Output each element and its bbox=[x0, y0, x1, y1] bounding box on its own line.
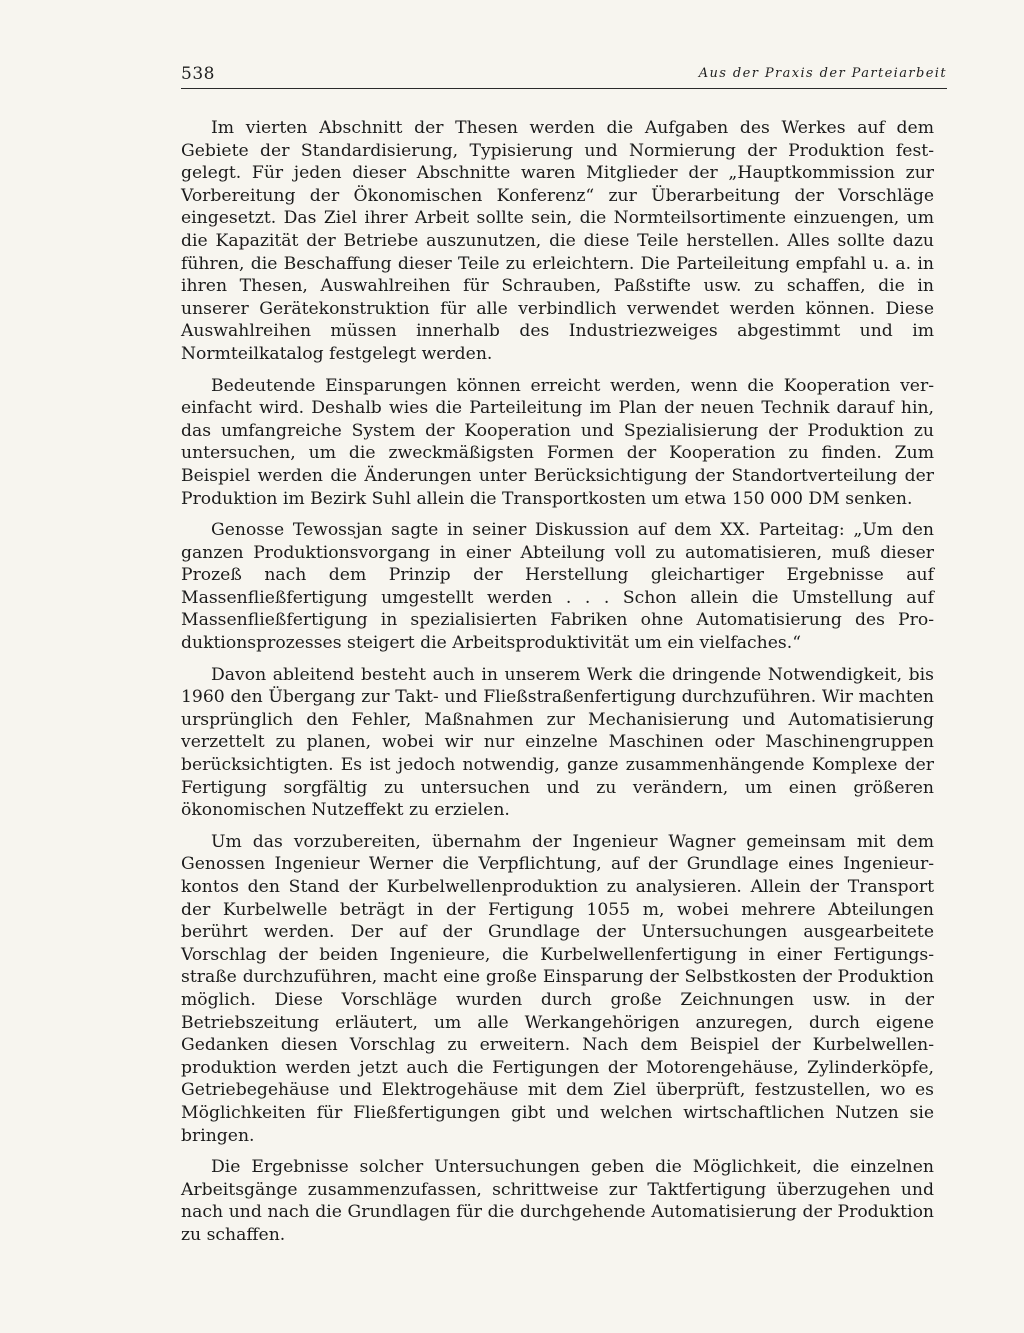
paragraph: Bedeutende Einsparungen können erreicht werden, wenn die Kooperation vereinfacht wird. Deshalb wies die Parteileitung im Plan der neuen Technik darauf hin, das umfangreiche System der Kooperation und Spezialisierung der Produktion zu untersuchen, um die zweckmäßigsten Formen der Kooperation zu finden. Zum Beispiel werden die Änderungen unter Berücksichtigung der Standortverteilung der Produktion im Bezirk Suhl allein die Transportkosten um etwa 150 000 DM senken. bbox=[181, 375, 934, 509]
body-text bbox=[181, 117, 934, 1256]
running-head: Aus der Praxis der Parteiarbeit bbox=[698, 66, 947, 81]
paragraph: Die Ergebnisse solcher Untersuchungen geben die Möglichkeit, die einzelnen Arbeitsgänge zusammenzufassen, schrittweise zur Taktfertigung überzugehen und nach und nach die Grundlagen für die durchgehende Automatisierung der Produktion zu schaffen. bbox=[181, 1157, 934, 1245]
paragraph: Genosse Tewossjan sagte in seiner Diskussion auf dem XX. Parteitag: „Um den ganzen Produktionsvorgang in einer Abteilung voll zu automatisieren, muß dieser Prozeß nach dem Prinzip der Herstellung gleichartiger Ergebnisse auf Massenfließfertigung umgestellt werden . . . Schon allein die Umstellung auf Massenfließfertigung in spezialisierten Fabriken ohne Automatisierung des Produktionsprozesses steigert die Arbeitsproduktivität um ein vielfaches.“ bbox=[181, 520, 934, 654]
page-number: 538 bbox=[181, 64, 215, 84]
page-header bbox=[181, 64, 947, 89]
paragraph: Im vierten Abschnitt der Thesen werden die Aufgaben des Werkes auf dem Gebiete der Standardisierung, Typisierung und Normierung der Produktion festgelegt. Für jeden dieser Abschnitte waren Mitglieder der „Hauptkommission zur Vorbereitung der Ökonomischen Konferenz“ zur Überarbeitung der Vorschläge eingesetzt. Das Ziel ihrer Arbeit sollte sein, die Normteilsortimente einzuengen, um die Kapazität der Betriebe auszunutzen, die diese Teile herstellen. Alles sollte dazu führen, die Beschaffung dieser Teile zu erleichtern. Die Parteileitung empfahl u. a. in ihren Thesen, Auswahlreihen für Schrauben, Paßstifte usw. zu schaffen, die in unserer Gerätekonstruktion für alle verbindlich verwendet werden können. Diese Auswahlreihen müssen innerhalb des Industriezweiges abgestimmt und im Normteilkatalog festgelegt werden. bbox=[181, 118, 934, 364]
paragraph: Davon ableitend besteht auch in unserem Werk die dringende Notwendigkeit, bis 1960 den Übergang zur Takt- und Fließstraßenfertigung durchzuführen. Wir machten ursprünglich den Fehler, Maßnahmen zur Mechanisierung und Automatisierung verzettelt zu planen, wobei wir nur einzelne Maschinen oder Maschinengruppen berücksichtigten. Es ist jedoch notwendig, ganze zusammenhängende Komplexe der Fertigung sorgfältig zu untersuchen und zu verändern, um einen größeren ökonomischen Nutzeffekt zu erzielen. bbox=[181, 664, 934, 821]
paragraph: Um das vorzubereiten, übernahm der Ingenieur Wagner gemeinsam mit dem Genossen Ingenieur Werner die Verpflichtung, auf der Grundlage eines Ingenieurkontos den Stand der Kurbelwellenproduktion zu analysieren. Allein der Transport der Kurbelwelle beträgt in der Fertigung 1055 m, wobei mehrere Abteilungen berührt werden. Der auf der Grundlage der Untersuchungen ausgearbeitete Vorschlag der beiden Ingenieure, die Kurbelwellenfertigung in einer Fertigungsstraße durchzuführen, macht eine große Einsparung der Selbstkosten der Produktion möglich. Diese Vorschläge wurden durch große Zeichnungen usw. in der Betriebszeitung erläutert, um alle Werkangehörigen anzuregen, durch eigene Gedanken diesen Vorschlag zu erweitern. Nach dem Beispiel der Kurbelwellenproduktion werden jetzt auch die Fertigungen der Motorengehäuse, Zylinderköpfe, Getriebegehäuse und Elektrogehäuse mit dem Ziel überprüft, festzustellen, wo es Möglichkeiten für Fließfertigungen gibt und welchen wirtschaftlichen Nutzen sie bringen. bbox=[181, 831, 934, 1146]
